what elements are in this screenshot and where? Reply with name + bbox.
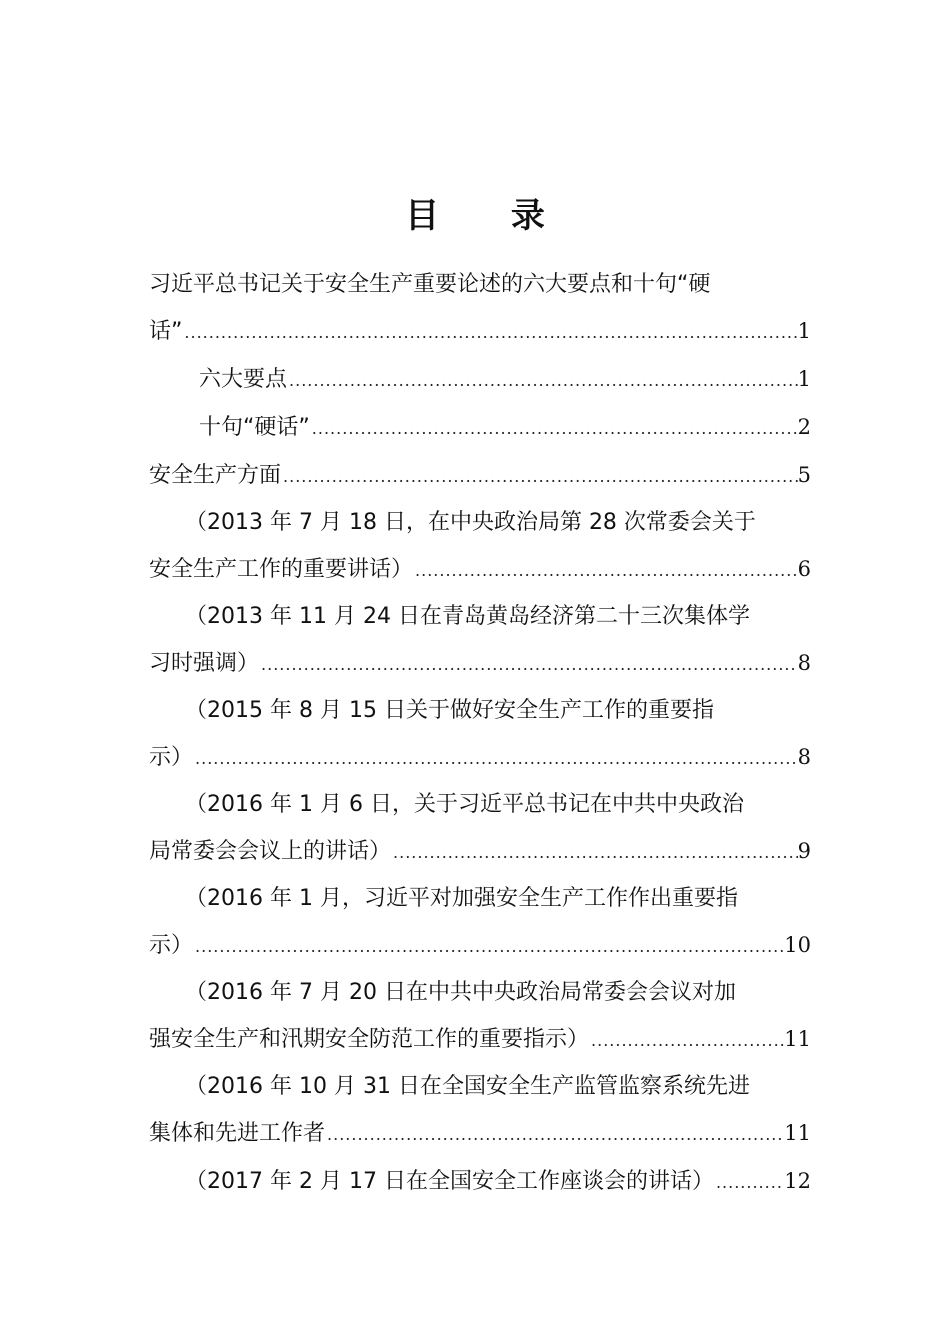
toc-entry-text: （2016 年 1 月，习近平对加强安全生产工作作出重要指 [185,886,738,911]
toc-entry-text: 十句“硬话” [199,415,310,440]
toc-page-number: 8 [797,745,811,769]
toc-entry-text: 习近平总书记关于安全生产重要论述的六大要点和十句“硬 [149,272,711,297]
dot-leader [259,642,798,688]
toc-entry-text: 示） [149,933,194,958]
toc-entry-text: （2015 年 8 月 15 日关于做好安全生产工作的重要指 [185,698,714,723]
toc-entry-text: 话” [149,319,183,344]
toc-entry[interactable] [149,404,811,452]
toc-entry-text: （2013 年 11 月 24 日在青岛黄岛经济第二十三次集体学 [185,604,750,629]
toc-title: 目 录 [405,196,575,236]
toc-entry-text: （2013 年 7 月 18 日，在中央政治局第 28 次常委会关于 [185,510,756,535]
toc-entry[interactable] [149,500,811,594]
toc-entry-text: 六大要点 [199,367,288,392]
table-of-contents [149,262,811,1206]
toc-entry[interactable] [149,1158,811,1206]
dot-leader [413,548,798,594]
toc-entry-text: （2016 年 7 月 20 日在中共中央政治局常委会会议对加 [185,980,736,1005]
toc-entry[interactable] [149,452,811,500]
toc-entry-text: 安全生产方面 [149,463,282,488]
toc-entry-text: （2017 年 2 月 17 日在全国安全工作座谈会的讲话） [185,1169,714,1194]
dot-leader [193,736,798,782]
dot-leader [310,406,798,452]
toc-entry[interactable] [149,782,811,876]
toc-entry[interactable] [149,970,811,1064]
toc-entry[interactable] [149,876,811,970]
toc-page-number: 8 [797,651,811,675]
toc-page-number: 10 [784,933,811,957]
toc-entry[interactable] [149,688,811,782]
toc-entry-text: 习时强调） [149,651,260,676]
dot-leader [182,310,797,356]
dot-leader [714,1160,784,1206]
toc-page-number: 5 [797,463,811,487]
toc-page-number: 1 [797,367,811,391]
dot-leader [391,830,798,876]
toc-page-number: 12 [784,1169,811,1193]
toc-entry[interactable] [149,594,811,688]
toc-page-number: 6 [797,557,811,581]
toc-entry-text: 集体和先进工作者 [149,1121,326,1146]
toc-entry[interactable] [149,356,811,404]
toc-entry[interactable] [149,262,811,356]
toc-entry-text: （2016 年 10 月 31 日在全国安全生产监管监察系统先进 [185,1074,750,1099]
toc-page-number: 2 [797,415,811,439]
toc-entry-text: 局常委会会议上的讲话） [149,839,392,864]
toc-entry-text: 安全生产工作的重要讲话） [149,557,414,582]
dot-leader [287,358,798,404]
toc-page-number: 9 [797,839,811,863]
toc-page-number: 11 [784,1027,811,1051]
toc-page-number: 11 [784,1121,811,1145]
toc-entry-text: 强安全生产和汛期安全防范工作的重要指示） [149,1027,590,1052]
toc-entry-text: （2016 年 1 月 6 日，关于习近平总书记在中共中央政治 [185,792,744,817]
dot-leader [193,924,784,970]
dot-leader [589,1018,784,1064]
toc-page-number: 1 [797,319,811,343]
toc-entry-text: 示） [149,745,194,770]
dot-leader [325,1112,784,1158]
toc-entry[interactable] [149,1064,811,1158]
dot-leader [281,454,798,500]
